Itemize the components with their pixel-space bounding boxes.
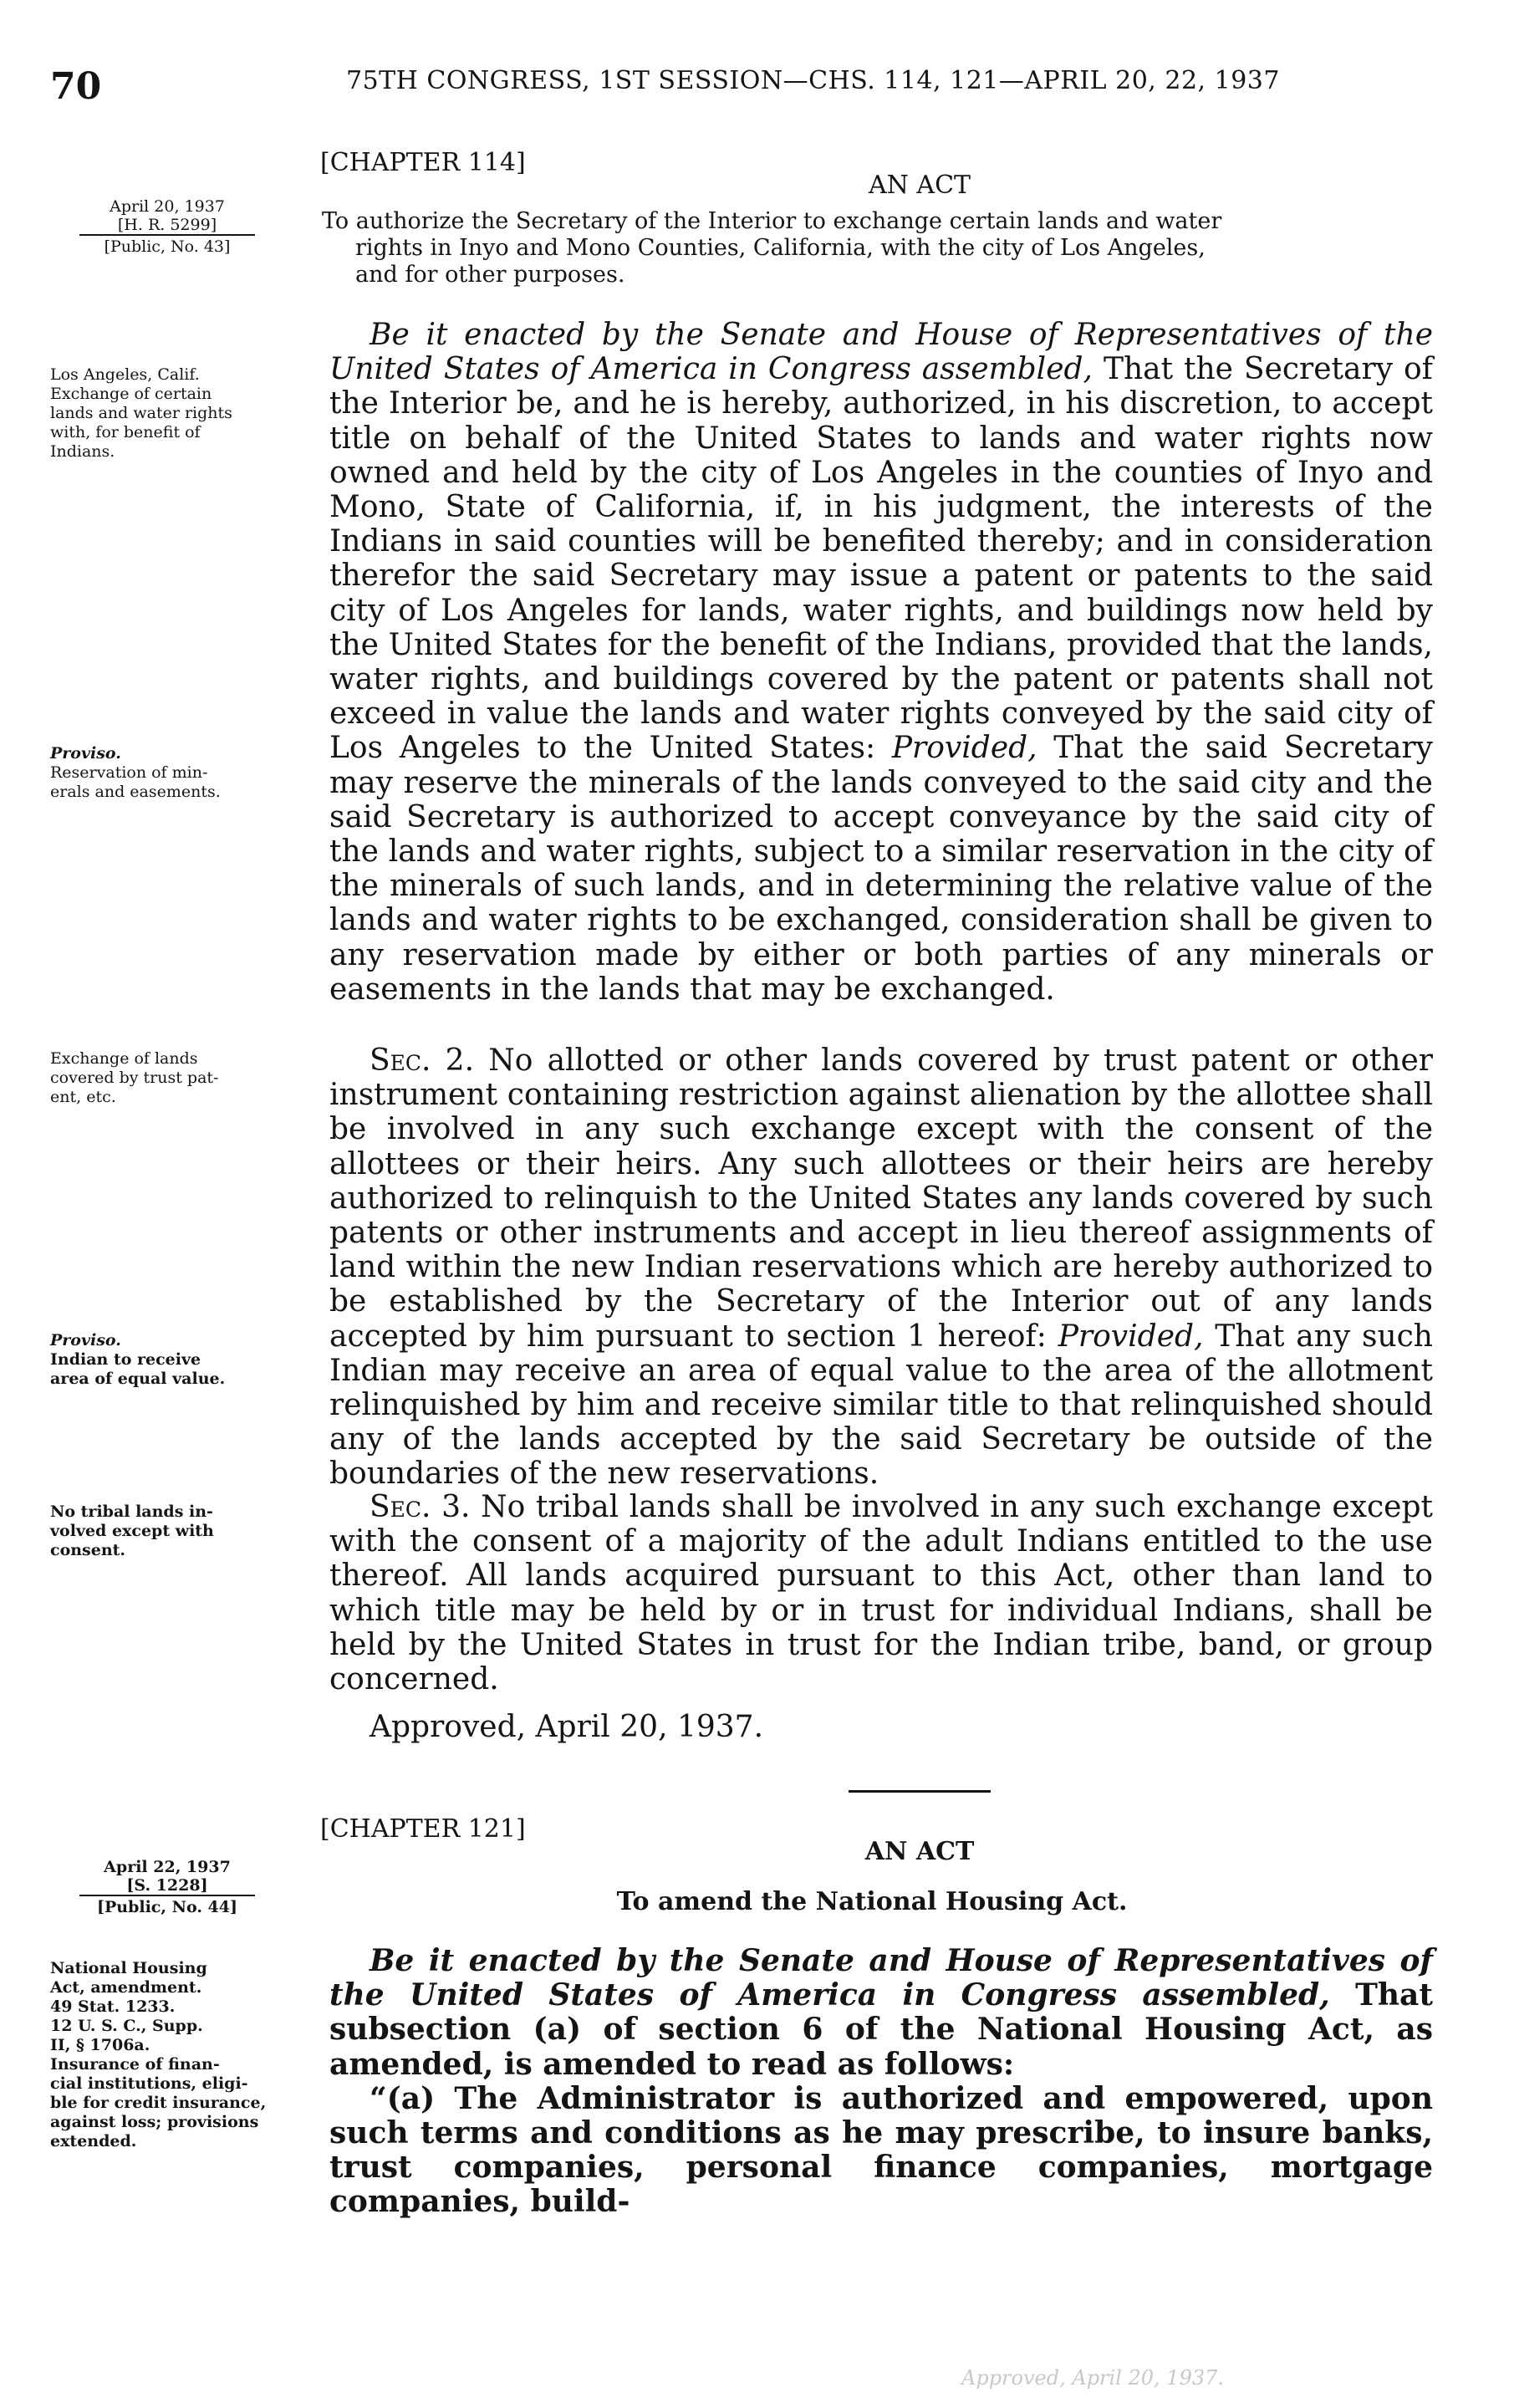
section-2-continuation: That any such Indian may receive an area of equal value to the area of the allotment relinquished by him and receive similar title to that relinquished should any of the lands accepted by the said Secretary be outside of the boundaries of the new reservations. (329, 1319, 1433, 1492)
side-note-line: 49 Stat. 1233. (50, 1997, 176, 2016)
proviso-word: Provided, (891, 731, 1037, 766)
side-note-line: ble for credit insurance, (50, 2094, 267, 2112)
chapter-divider (849, 1790, 991, 1793)
side-note-line: Indians. (50, 442, 115, 461)
side-note-los-angeles (50, 365, 318, 462)
public-law-number: [Public, No. 43] (104, 237, 231, 256)
bleed-through-text: Approved, April 20, 1937. (961, 2366, 1225, 2390)
side-note-line: Reservation of min- (50, 763, 208, 782)
side-note-line: Indian to receive (50, 1350, 201, 1369)
chapter-121-purpose: To amend the National Housing Act. (616, 1887, 1128, 1916)
side-note-line: consent. (50, 1541, 126, 1559)
chapter-121-label: [CHAPTER 121] (320, 1814, 526, 1844)
proviso-word: Provided, (1058, 1319, 1204, 1354)
side-note-line: Act, amendment. (50, 1978, 202, 1997)
running-head: 75TH CONGRESS, 1ST SESSION—CHS. 114, 121—APRIL 20, 22, 1937 (346, 66, 1280, 95)
side-note-proviso-reservation (50, 744, 318, 802)
side-note-line: Insurance of finan- (50, 2055, 220, 2074)
chapter-114-purpose (322, 208, 1425, 288)
quoted-amendment-text: “(a) The Administrator is authorized and empowered, upon such terms and conditions as he may prescribe, to insure banks, trust companies, personal finance companies, mortgage companies, build- (329, 2080, 1433, 2220)
chapter-121-section-text (329, 1944, 1433, 2220)
side-note-line: National Housing (50, 1959, 207, 1977)
chapter-114-section-1 (329, 318, 1433, 1007)
section-3-text: No tribal lands shall be involved in any such exchange except with the consent of a majority of the adult Indians entitled to the use thereof. All lands acquired pursuant to this Act, other than land to which title may be held by or in trust for individual Indians, shall be held by the United States in trust for the Indian tribe, band, or group concerned. (329, 1490, 1433, 1697)
chapter-114-act-title: AN ACT (868, 171, 971, 200)
enacting-clause: Be it enacted by the Senate and House of Representatives of the United States of America in Congress assembled, (329, 1943, 1433, 2013)
chapter-114-section-3 (329, 1490, 1433, 1696)
approval-line: Approved, April 20, 1937. (370, 1710, 764, 1744)
side-note-proviso-indian (50, 1331, 318, 1389)
section-label: Sec. 2. (370, 1043, 475, 1078)
section-label: Sec. 3. (370, 1490, 471, 1524)
enactment-date: April 20, 1937 (110, 197, 225, 216)
enacting-clause: Be it enacted by the Senate and House of Representatives of the United States of America in Congress assembled, (329, 318, 1433, 387)
side-note-no-tribal (50, 1502, 318, 1560)
page-number: 70 (50, 65, 102, 108)
side-note-line: erals and easements. (50, 783, 221, 801)
public-law-number: [Public, No. 44] (97, 1898, 237, 1916)
chapter-121-marginal-citation (79, 1858, 255, 1916)
side-note-line: area of equal value. (50, 1370, 226, 1388)
proviso-heading: Proviso. (50, 1331, 121, 1349)
side-note-line: extended. (50, 2132, 137, 2150)
side-note-line: with, for benefit of (50, 423, 201, 441)
purpose-line: To authorize the Secretary of the Interior to exchange certain lands and water (322, 208, 1222, 234)
side-note-line: Exchange of certain (50, 385, 212, 403)
side-note-line: 12 U. S. C., Supp. (50, 2017, 203, 2035)
side-note-exchange-trust (50, 1049, 318, 1107)
side-note-line: covered by trust pat- (50, 1069, 219, 1087)
side-note-line: volved except with (50, 1522, 214, 1540)
side-note-line: Los Angeles, Calif. (50, 365, 200, 384)
chapter-121-act-title: AN ACT (864, 1837, 975, 1866)
section-1-continuation: That the said Secretary may reserve the minerals of the lands conveyed to the said city and the said Secretary is authorized to accept conveyance by the said city of the lands and water rights, subject to a similar reservation in the city of the minerals of such lands, and in determining the relative value of the lands and water rights to be exchanged, consideration shall be given to any reservation made by either or both parties of any minerals or easements in the lands that may be exchanged. (329, 731, 1433, 1007)
purpose-line: and for other purposes. (355, 262, 625, 288)
side-note-line: Exchange of lands (50, 1049, 198, 1068)
purpose-line: rights in Inyo and Mono Counties, California, with the city of Los Angeles, (355, 235, 1206, 261)
side-note-line: ent, etc. (50, 1088, 116, 1106)
side-note-line: No tribal lands in- (50, 1502, 213, 1521)
bill-number: [H. R. 5299] (79, 216, 255, 236)
side-note-line: II, § 1706a. (50, 2036, 150, 2054)
enactment-date: April 22, 1937 (104, 1858, 231, 1876)
chapter-114-section-2 (329, 1043, 1433, 1492)
proviso-heading: Proviso. (50, 744, 121, 763)
side-note-line: lands and water rights (50, 404, 232, 422)
bill-number: [S. 1228] (79, 1876, 255, 1896)
amendment-text: That subsection (a) of section 6 of the National Housing Act, as amended, is amended to read as follows: (329, 1977, 1433, 2082)
side-note-line: against loss; provisions (50, 2113, 259, 2131)
side-note-housing (50, 1959, 318, 2151)
chapter-114-label: [CHAPTER 114] (320, 148, 526, 177)
side-note-line: cial institutions, eligi- (50, 2074, 248, 2093)
section-1-text: That the Secretary of the Interior be, and he is hereby, authorized, in his discretion, to accept title on behalf of the United States to lands and water rights now owned and held by the city of Los Angeles in the counties of Inyo and Mono, State of California, if, in his judgment, the interests of the Indians in said counties will be benefited thereby; and in consideration therefor the said Secretary may issue a patent or patents to the said city of Los Angeles for lands, water rights, and buildings now held by the United States for the benefit of the Indians, provided that the lands, water rights, and buildings covered by the patent or patents shall not exceed in value the lands and water rights conveyed by the said city of Los Angeles to the United States: (329, 352, 1433, 766)
chapter-114-marginal-citation (79, 197, 255, 256)
section-2-text: No allotted or other lands covered by trust patent or other instrument containing restriction against alienation by the allottee shall be involved in any such exchange except with the consent of the allottees or their heirs. Any such allottees or their heirs are hereby authorized to relinquish to the United States any lands covered by such patents or other instruments and accept in lieu thereof assignments of land within the new Indian reservations which are hereby authorized to be established by the Secretary of the Interior out of any lands accepted by him pursuant to section 1 hereof: (329, 1043, 1433, 1354)
